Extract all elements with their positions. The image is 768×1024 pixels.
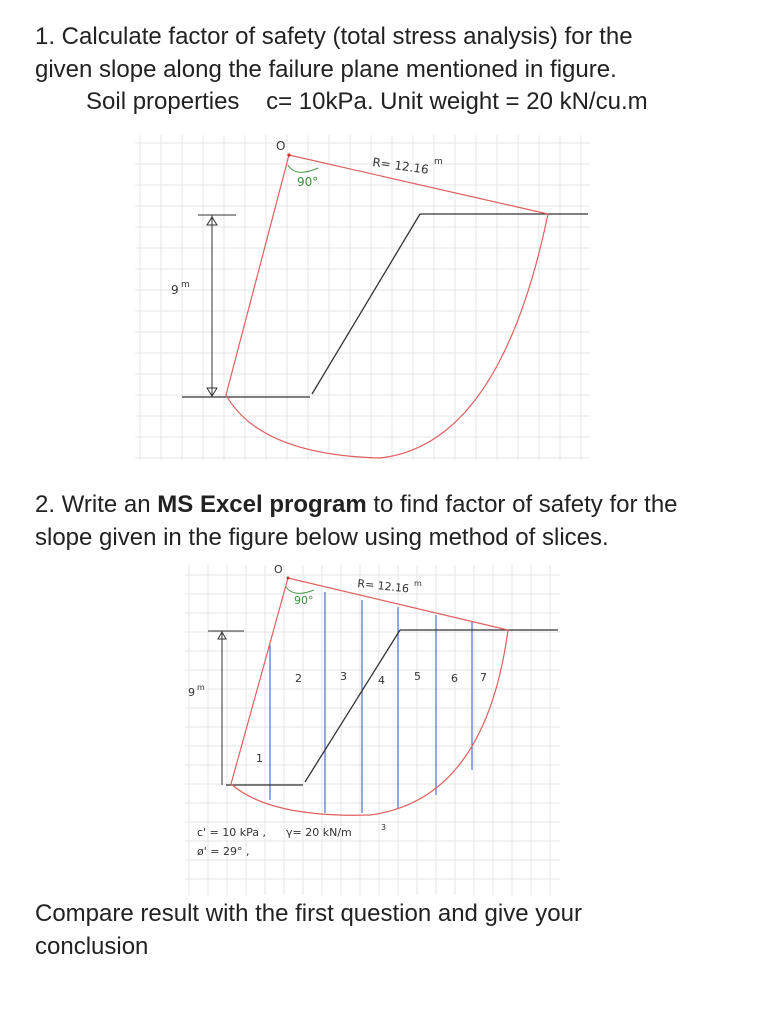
height-unit: m xyxy=(197,683,205,692)
ms-excel-emphasis: MS Excel program xyxy=(157,491,367,518)
height-label: 9 xyxy=(171,283,179,297)
question-2-line-1 xyxy=(35,488,678,521)
angle-arc xyxy=(286,587,314,593)
radius-unit: m xyxy=(414,579,422,588)
question-3-text xyxy=(35,897,582,963)
question-3-line-1: Compare result with the first question and give your xyxy=(35,900,582,927)
radius-label: R= 12.16 xyxy=(356,577,410,596)
slice-label: 1 xyxy=(256,752,263,765)
center-label: O xyxy=(274,563,283,576)
slice-label: 5 xyxy=(414,670,421,683)
slice-label: 3 xyxy=(340,670,347,683)
slice-lines xyxy=(270,592,472,813)
unit-weight-label: γ= 20 kN/m xyxy=(286,826,352,839)
angle-label: 90° xyxy=(294,594,314,607)
radius-unit: m xyxy=(434,157,443,167)
grid xyxy=(135,135,590,460)
friction-angle-label: ø' = 29° , xyxy=(197,845,250,858)
height-dimension xyxy=(198,215,236,396)
question-1-line-1: 1. Calculate factor of safety (total stress analysis) for the xyxy=(35,23,633,50)
slice-label: 6 xyxy=(451,672,458,685)
height-label: 9 xyxy=(188,686,195,699)
figure-1-slope xyxy=(130,130,600,470)
failure-circle xyxy=(231,578,508,815)
angle-label: 90° xyxy=(297,175,319,189)
cohesion-label: c' = 10 kPa , xyxy=(197,826,267,839)
unit-weight-exponent: 3 xyxy=(381,823,387,832)
question-2-text xyxy=(35,488,678,554)
question-3-line-2: conclusion xyxy=(35,933,149,960)
circle-center-point xyxy=(287,577,290,580)
slope-profile xyxy=(182,214,588,397)
height-unit: m xyxy=(181,280,190,290)
slice-numbers xyxy=(256,670,487,765)
soil-properties: Soil properties c= 10kPa. Unit weight = 20 kN/cu.m xyxy=(86,88,648,115)
radius-label: R= 12.16 xyxy=(371,155,430,177)
question-2-line-2: slope given in the figure below using method of slices. xyxy=(35,524,609,551)
question-2-prefix: 2. Write an xyxy=(35,491,158,518)
slice-label: 2 xyxy=(295,672,302,685)
circle-center-point xyxy=(287,153,290,156)
question-1-line-2: given slope along the failure plane mentioned in figure. xyxy=(35,56,617,83)
question-2-suffix: to find factor of safety for the xyxy=(366,491,678,518)
slice-label: 7 xyxy=(480,671,487,684)
center-label: O xyxy=(276,139,286,153)
angle-arc xyxy=(288,165,318,172)
question-1-text xyxy=(35,20,633,86)
failure-circle xyxy=(226,155,548,458)
slice-label: 4 xyxy=(378,674,385,687)
figure-2-slices xyxy=(180,560,570,900)
